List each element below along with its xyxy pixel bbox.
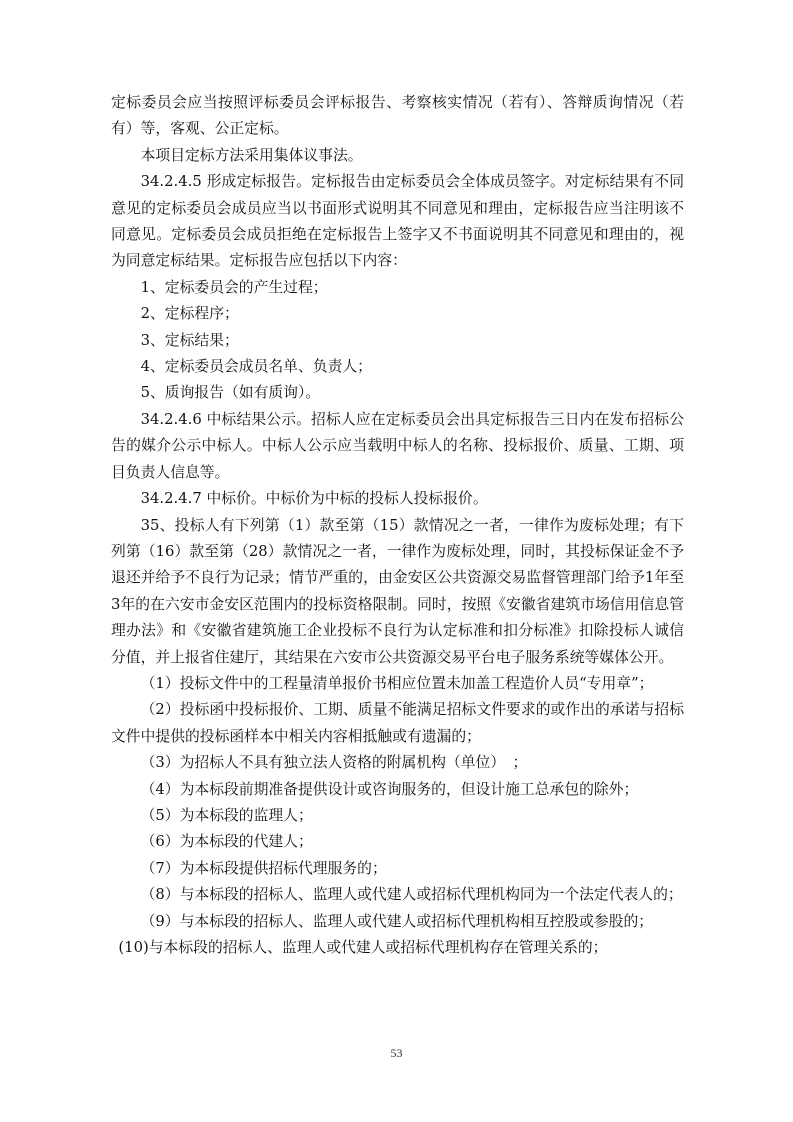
paragraph-35: 35、投标人有下列第（1）款至第（15）款情况之一者，一律作为废标处理；有下列第（16）款至第（28）款情况之一者，一律作为废标处理，同时，其投标保证金不予退还并给予不良行为记录；情节严重的，由金安区公共资源交易监督管理部门给予1年至3年的在六安市金安区范围内的投标资格限制。同时，按照《安徽省建筑市场信用信息管理办法》和《安徽省建筑施工企业投标不良行为认定标准和扣分标准》扣除投标人诚信分值，并上报省住建厅，其结果在六安市公共资源交易平台电子服务系统等媒体公开。	[111, 516, 684, 666]
list-item-rejection-8: （8）与本标段的招标人、监理人或代建人或招标代理机构同为一个法定代表人的；	[140, 886, 683, 904]
paragraph-34-2-4-7: 34.2.4.7 中标价。中标价为中标的投标人投标报价。	[140, 490, 488, 508]
list-item-rejection-2: （2）投标函中投标报价、工期、质量不能满足招标文件要求的或作出的承诺与招标文件中提供的投标函样本中相关内容相抵触或有遗漏的；	[111, 701, 684, 745]
list-item-report-2: 2、定标程序；	[140, 305, 239, 323]
list-item-rejection-5: （5）为本标段的监理人；	[140, 806, 313, 824]
page-number: 53	[390, 1046, 403, 1060]
list-item-report-1: 1、定标委员会的产生过程；	[140, 278, 328, 296]
paragraph-34-2-4-5: 34.2.4.5 形成定标报告。定标报告由定标委员会全体成员签字。对定标结果有不同意见的定标委员会成员应当以书面形式说明其不同意见和理由，定标报告应当注明该不同意见。定标委员会成员拒绝在定标报告上签字又不书面说明其不同意见和理由的，视为同意定标结果。定标报告应包括以下内容：	[111, 173, 684, 270]
list-item-rejection-1: （1）投标文件中的工程量清单报价书相应位置未加盖工程造价人员“专用章”；	[140, 674, 654, 692]
paragraph-definition-basis: 定标委员会应当按照评标委员会评标报告、考察核实情况（若有）、答辩质询情况（若有）等，客观、公正定标。	[111, 94, 684, 138]
paragraph-34-2-4-6: 34.2.4.6 中标结果公示。招标人应在定标委员会出具定标报告三日内在发布招标公告的媒介公示中标人。中标人公示应当载明中标人的名称、投标报价、质量、工期、项目负责人信息等。	[111, 410, 684, 481]
list-item-report-4: 4、定标委员会成员名单、负责人；	[140, 358, 372, 376]
list-item-report-3: 3、定标结果；	[140, 331, 239, 349]
list-item-report-5: 5、质询报告（如有质询）。	[140, 384, 321, 402]
document-body	[111, 90, 684, 961]
list-item-rejection-9: （9）与本标段的招标人、监理人或代建人或招标代理机构相互控股或参股的；	[140, 912, 654, 930]
list-item-rejection-6: （6）为本标段的代建人；	[140, 833, 313, 851]
list-item-rejection-10: (10)与本标段的招标人、监理人或代建人或招标代理机构存在管理关系的；	[118, 939, 608, 956]
list-item-rejection-7: （7）为本标段提供招标代理服务的；	[140, 859, 387, 877]
list-item-rejection-3: （3）为招标人不具有独立法人资格的附属机构（单位） ；	[140, 754, 528, 772]
list-item-rejection-4: （4）为本标段前期准备提供设计或咨询服务的，但设计施工总承包的除外；	[140, 780, 639, 798]
paragraph-definition-method: 本项目定标方法采用集体议事法。	[140, 146, 363, 164]
